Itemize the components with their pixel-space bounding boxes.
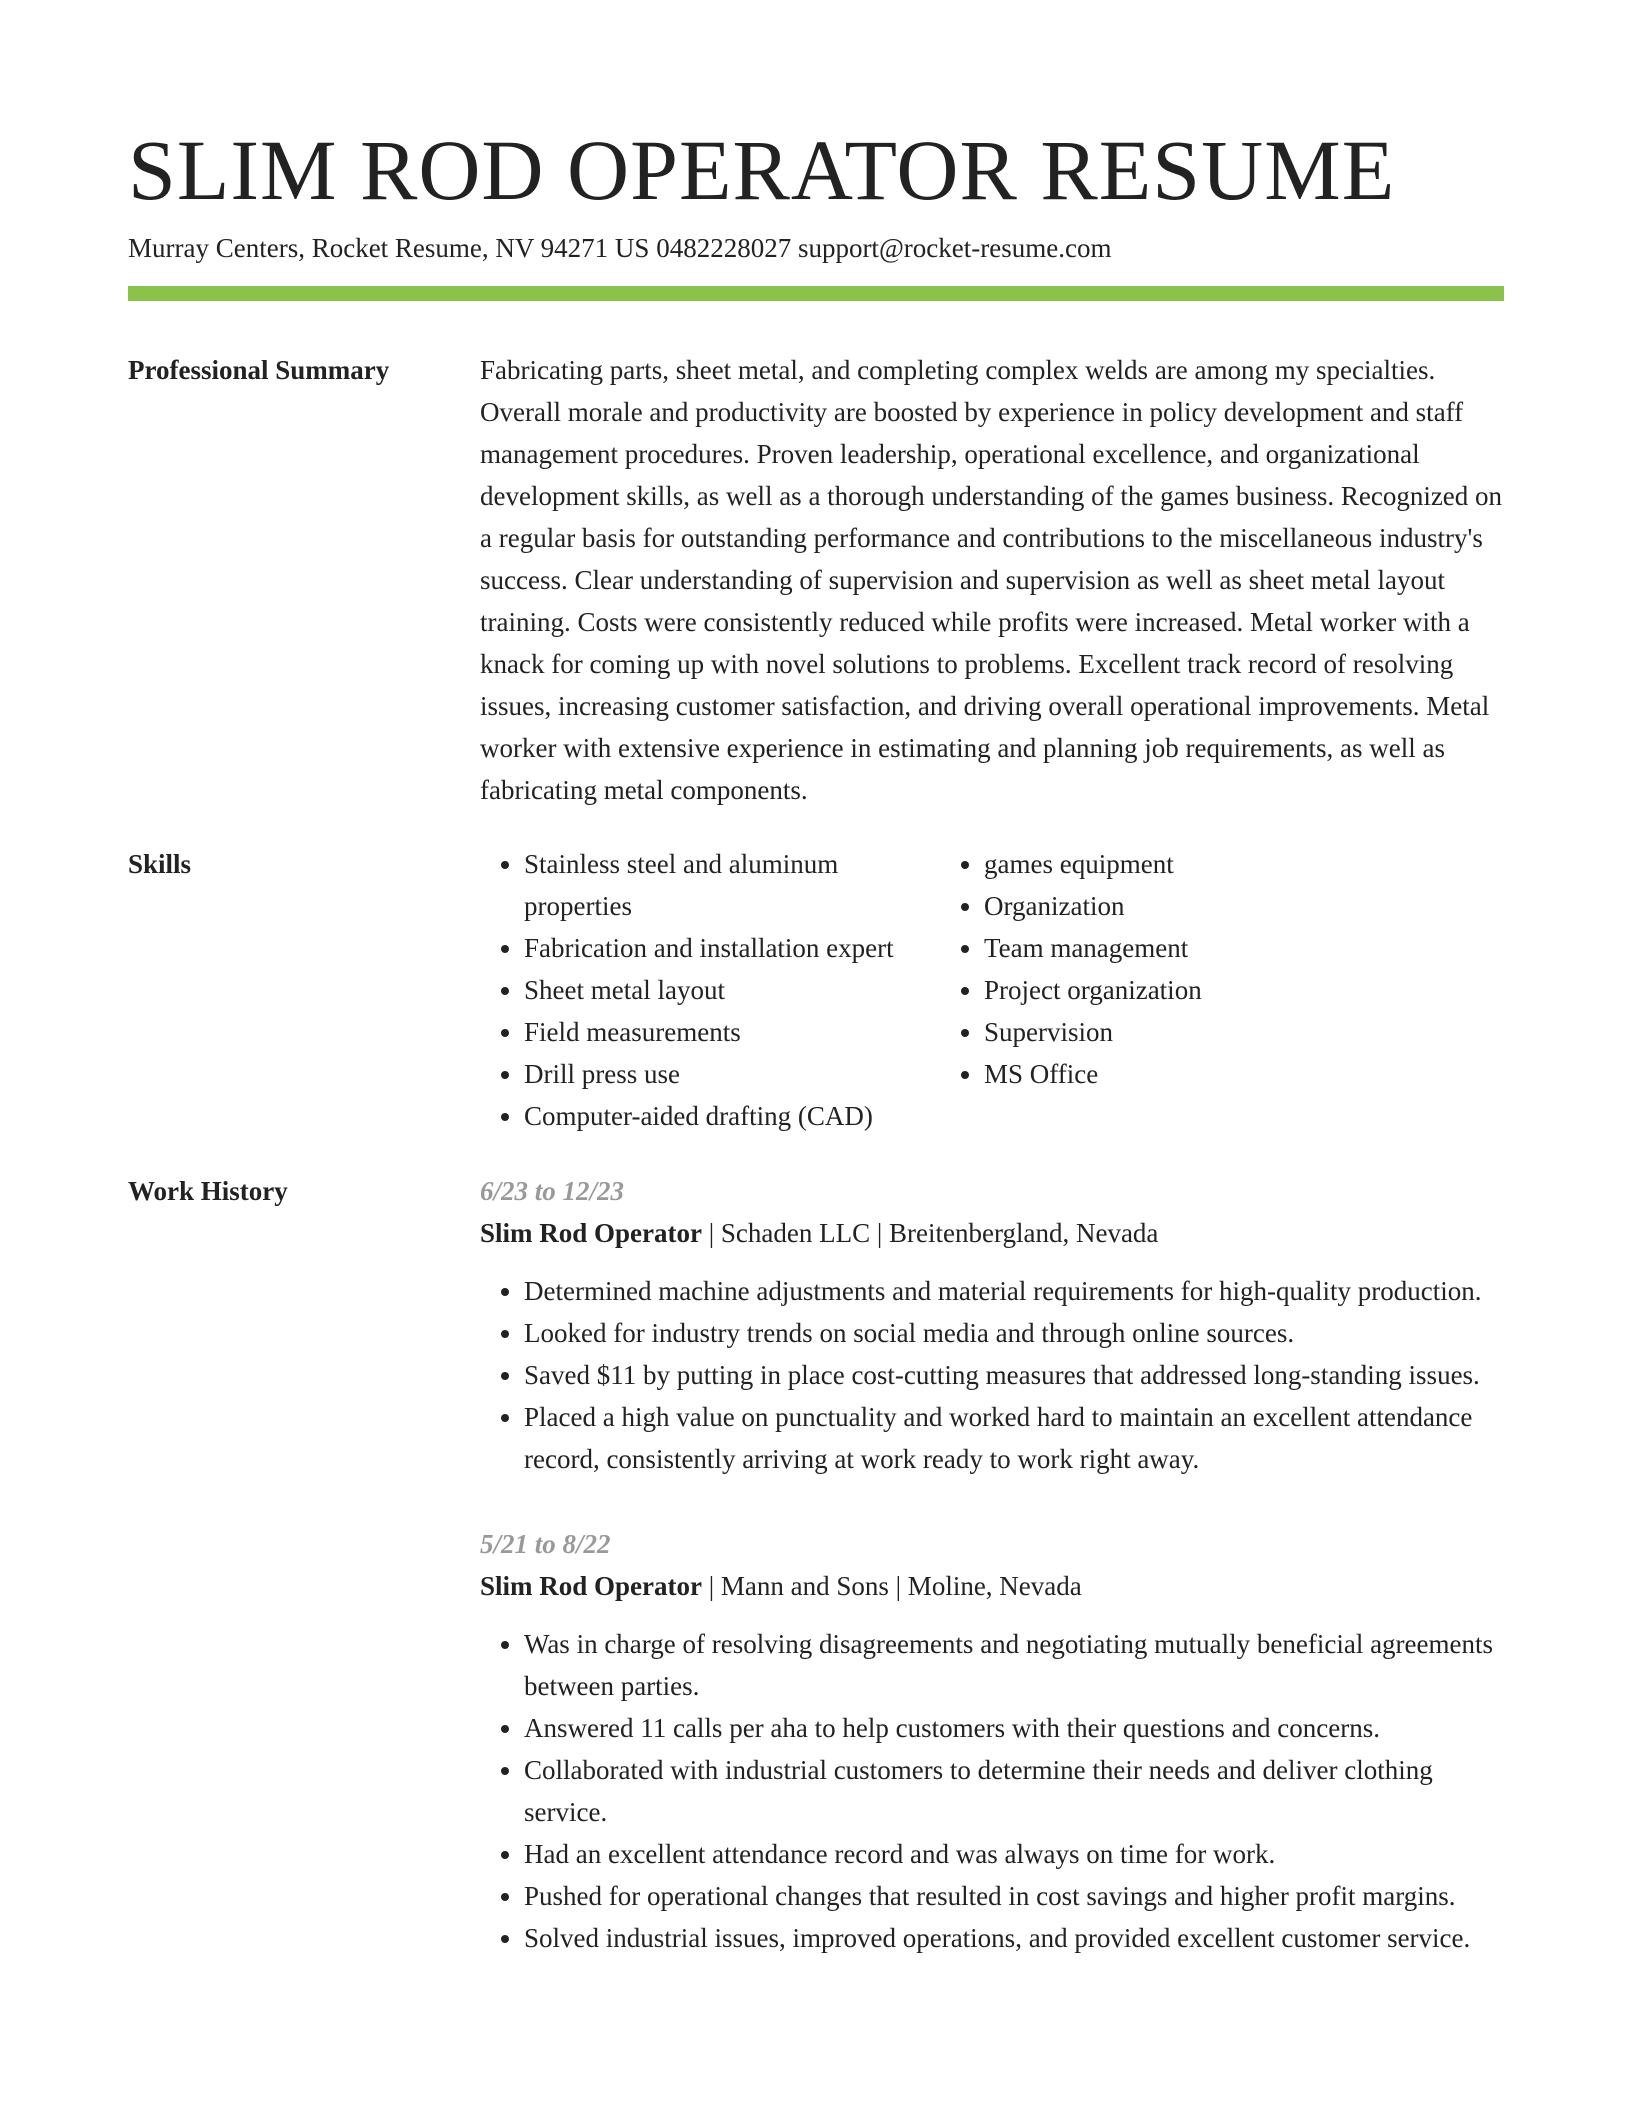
work-history-heading: Work History <box>128 1176 288 1206</box>
skills-column-left <box>480 843 940 1137</box>
skills-list <box>480 843 1504 1137</box>
job-heading <box>480 1212 1504 1254</box>
job-bullet: • Pushed for operational changes that resulted in cost savings and higher profit margins. <box>524 1875 1504 1917</box>
job-bullets <box>480 1270 1504 1480</box>
skills-column-right <box>940 843 1440 1137</box>
skill-item: • MS Office <box>984 1053 1440 1095</box>
skill-item: • Project organization <box>984 969 1440 1011</box>
summary-text: Fabricating parts, sheet metal, and completing complex welds are among my specialties. Overall morale and productivity are boosted by experience in policy development and staff management procedures. Proven leadership, operational excellence, and organizational development skills, as well as a thorough understanding of the games business. Recognized on a regular basis for outstanding performance and contributions to the miscellaneous industry's success. Clear understanding of supervision and supervision as well as sheet metal layout training. Costs were consistently reduced while profits were increased. Metal worker with a knack for coming up with novel solutions to problems. Excellent track record of resolving issues, increasing customer satisfaction, and driving overall operational improvements. Metal worker with extensive experience in estimating and planning job requirements, as well as fabricating metal components. <box>480 355 1503 805</box>
job-bullet: • Saved $11 by putting in place cost-cutting measures that addressed long-standing issues. <box>524 1354 1504 1396</box>
job-bullet: • Was in charge of resolving disagreements and negotiating mutually beneficial agreements between parties. <box>524 1623 1504 1707</box>
job-details: | Schaden LLC | Breitenbergland, Nevada <box>702 1218 1159 1248</box>
job-heading <box>480 1565 1504 1607</box>
job-dates: 5/21 to 8/22 <box>480 1529 611 1559</box>
job-details: | Mann and Sons | Moline, Nevada <box>702 1571 1082 1601</box>
summary-section <box>128 349 1504 811</box>
skill-item: • Supervision <box>984 1011 1440 1053</box>
resume-page <box>128 118 1504 1959</box>
job-dates: 6/23 to 12/23 <box>480 1176 625 1206</box>
skill-item: • Computer-aided drafting (CAD) <box>524 1095 940 1137</box>
work-history-section <box>128 1170 1504 1959</box>
job-entry <box>480 1523 1504 1959</box>
skills-section <box>128 843 1504 1137</box>
skills-heading: Skills <box>128 849 192 879</box>
skill-item: • Field measurements <box>524 1011 940 1053</box>
job-bullet: • Looked for industry trends on social media and through online sources. <box>524 1312 1504 1354</box>
job-bullets <box>480 1623 1504 1959</box>
work-history-list <box>480 1170 1504 1959</box>
skill-item: • Fabrication and installation expert <box>524 927 940 969</box>
job-entry <box>480 1170 1504 1480</box>
skill-item: • games equipment <box>984 843 1440 885</box>
job-bullet: • Placed a high value on punctuality and worked hard to maintain an excellent attendance record, consistently arriving at work ready to work right away. <box>524 1396 1504 1480</box>
summary-heading: Professional Summary <box>128 355 390 385</box>
job-bullet: • Answered 11 calls per aha to help customers with their questions and concerns. <box>524 1707 1504 1749</box>
job-bullet: • Collaborated with industrial customers to determine their needs and deliver clothing service. <box>524 1749 1504 1833</box>
resume-title: SLIM ROD OPERATOR RESUME <box>128 122 1396 218</box>
skill-item: • Stainless steel and aluminum properties <box>524 843 940 927</box>
job-bullet: • Determined machine adjustments and material requirements for high-quality production. <box>524 1270 1504 1312</box>
job-bullet: • Had an excellent attendance record and was always on time for work. <box>524 1833 1504 1875</box>
skill-item: • Organization <box>984 885 1440 927</box>
skill-item: • Sheet metal layout <box>524 969 940 1011</box>
job-title: Slim Rod Operator <box>480 1218 702 1248</box>
contact-line: Murray Centers, Rocket Resume, NV 94271 US 0482228027 support@rocket-resume.com <box>128 233 1112 263</box>
header-divider <box>128 286 1504 301</box>
job-title: Slim Rod Operator <box>480 1571 702 1601</box>
skill-item: • Team management <box>984 927 1440 969</box>
skill-item: • Drill press use <box>524 1053 940 1095</box>
job-bullet: • Solved industrial issues, improved operations, and provided excellent customer service. <box>524 1917 1504 1959</box>
